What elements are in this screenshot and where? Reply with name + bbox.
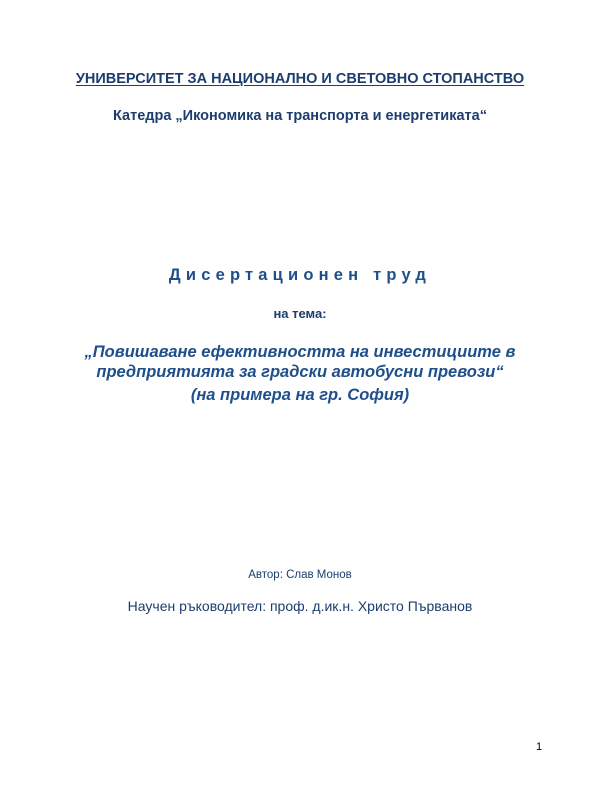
dissertation-subtitle: (на примера на гр. София) (190, 386, 410, 404)
university-name: УНИВЕРСИТЕТ ЗА НАЦИОНАЛНО И СВЕТОВНО СТОПАНСТВО (75, 71, 525, 87)
supervisor-line: Научен ръководител: проф. д.ик.н. Христо Първанов (127, 598, 473, 614)
page-number: 1 (536, 741, 543, 753)
document-type-heading: Дисертационен труд (168, 266, 432, 284)
title-line-1: „Повишаване ефективността на инвестициите в (84, 343, 516, 361)
author-line: Автор: Слав Монов (248, 569, 352, 581)
title-line-2: предприятията за градски автобусни превози“ (96, 363, 504, 381)
topic-label: на тема: (273, 306, 327, 321)
department-name: Катедра „Икономика на транспорта и енергетиката“ (113, 108, 487, 124)
dissertation-title (0, 342, 600, 382)
